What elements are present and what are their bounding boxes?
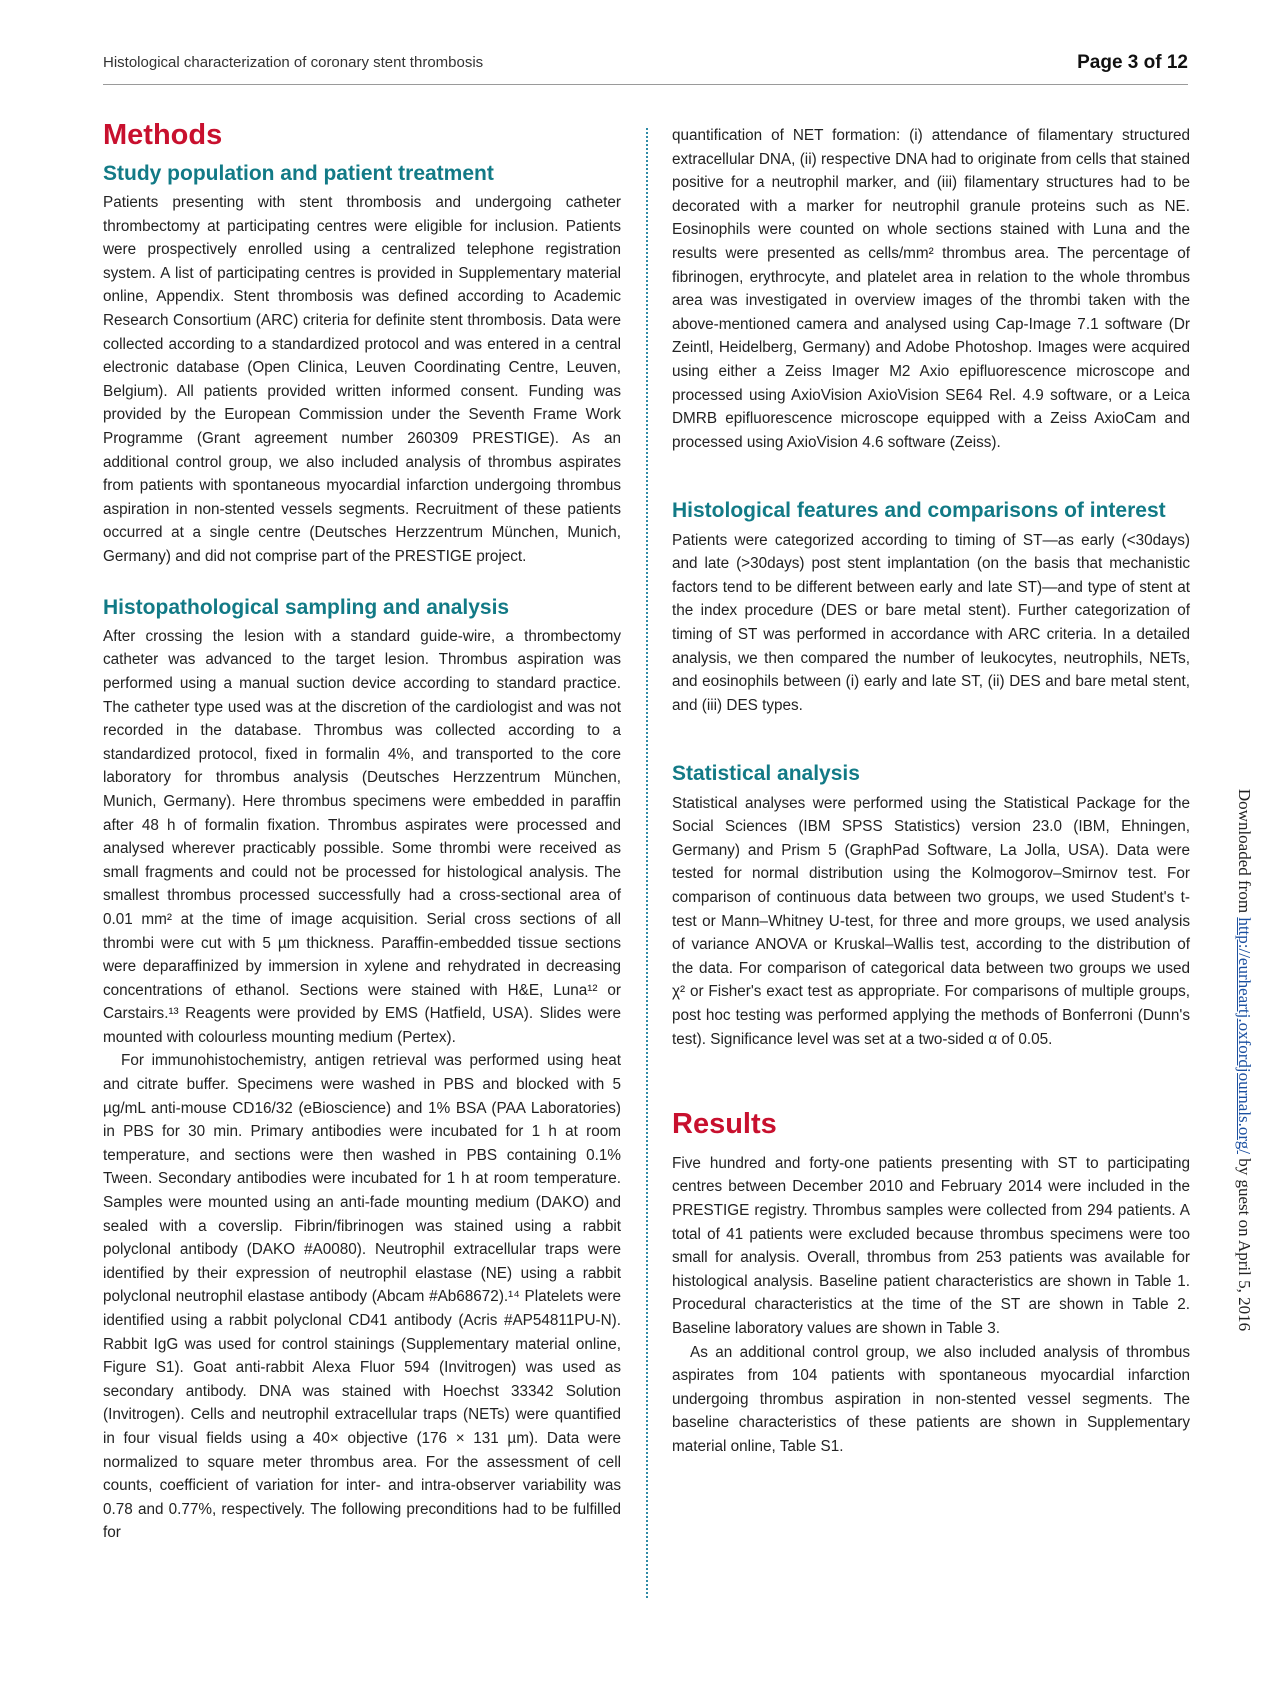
results-title: Results bbox=[672, 1108, 777, 1141]
results-paragraph-2: As an additional control group, we also included analysis of thrombus aspirates from 104 patients with spontaneous myocardial infarction undergoing thrombus aspiration in non-stented vessel segments. The baseline characteristics of these patients are shown in Supplementary material online, Table S1. bbox=[672, 1343, 1190, 1456]
results-paragraph-1: Five hundred and forty-one patients presenting with ST to participating centres between December 2010 and February 2014 were included in the PRESTIGE registry. Thrombus samples were collected from 294 patients. A total of 41 patients were excluded because thrombus specimens were too small for analysis. Overall, thrombus from 253 patients was available for histological analysis. Baseline patient characteristics are shown in Table 1. Procedural characteristics at the time of the ST are shown in Table 2. Baseline laboratory values are shown in Table 3. bbox=[672, 1154, 1190, 1338]
methods-title: Methods bbox=[103, 119, 223, 151]
page-number: Page 3 of 12 bbox=[1077, 52, 1188, 73]
download-suffix: by guest on April 5, 2016 bbox=[1235, 1154, 1254, 1332]
download-prefix: Downloaded from bbox=[1235, 788, 1254, 918]
download-watermark bbox=[1234, 610, 1254, 1510]
left-column bbox=[103, 118, 621, 1545]
header-rule bbox=[103, 84, 1188, 85]
right-column bbox=[672, 118, 1190, 1459]
statistical-analysis-text: Statistical analyses were performed using the Statistical Package for the Social Sciences (IBM SPSS Statistics) version 23.0 (IBM, Ehningen, Germany) and Prism 5 (GraphPad Software, La Jolla, USA). Data were tested for normal distribution using the Kolmogorov–Smirnov test. For comparison of continuous data between two groups, we used Student's t-test or Mann–Whitney U-test, for three and more groups, we used analysis of variance ANOVA or Kruskal–Wallis test, according to the distribution of the data. For comparison of categorical data between two groups we used χ² or Fisher's exact test as appropriate. For comparisons of multiple groups, post hoc testing was performed applying the methods of Bonferroni (Dunn's test). Significance level was set at a two-sided α of 0.05. bbox=[672, 794, 1190, 1048]
histopathology-heading: Histopathological sampling and analysis bbox=[103, 595, 510, 619]
statistical-analysis-heading: Statistical analysis bbox=[672, 762, 860, 786]
histological-features-heading: Histological features and comparisons of interest bbox=[672, 499, 1166, 523]
study-population-heading: Study population and patient treatment bbox=[103, 161, 494, 185]
histopathology-paragraph-2: For immunohistochemistry, antigen retrieval was performed using heat and citrate buffer. Specimens were washed in PBS and blocked with 5 µg/mL anti-mouse CD16/32 (eBioscience) and 1% BSA (PAA Laboratories) in PBS for 30 min. Primary antibodies were incubated for 1 h at room temperature, and sections were then washed in PBS containing 0.1% Tween. Secondary antibodies were incubated for 1 h at room temperature. Samples were mounted using an anti-fade mounting medium (DAKO) and sealed with a coverslip. Fibrin/fibrinogen was stained using a rabbit polyclonal antibody (DAKO #A0080). Neutrophil extracellular traps were identified by their expression of neutrophil elastase (NE) using a rabbit polyclonal neutrophil elastase antibody (Abcam #Ab68672).¹⁴ Platelets were identified using a rabbit polyclonal CD41 antibody (Acris #AP54811PU-N). Rabbit IgG was used for control stainings (Supplementary material online, Figure S1). Goat anti-rabbit Alexa Fluor 594 (Invitrogen) was used as secondary antibody. DNA was stained with Hoechst 33342 Solution (Invitrogen). Cells and neutrophil extracellular traps (NETs) were quantified in four visual fields using a 40× objective (176 × 131 µm). Data were normalized to square meter thrombus area. For the assessment of cell counts, coefficient of variation for inter- and intra-observer variability was 0.78 and 0.77%, respectively. The following preconditions had to be fulfilled for bbox=[103, 1052, 621, 1542]
running-title: Histological characterization of coronary stent thrombosis bbox=[103, 54, 484, 71]
histological-features-text: Patients were categorized according to timing of ST—as early (<30days) and late (>30days) post stent implantation (on the basis that mechanistic factors tend to be different between early and late ST)—and type of stent at the index procedure (DES or bare metal stent). Further categorization of timing of ST was performed in accordance with ARC criteria. In a detailed analysis, we then compared the number of leukocytes, neutrophils, NETs, and eosinophils between (i) early and late ST, (ii) DES and bare metal stent, and (iii) DES types. bbox=[672, 531, 1190, 714]
column-divider bbox=[646, 128, 648, 1598]
study-population-text: Patients presenting with stent thrombosis and undergoing catheter thrombectomy at participating centres were eligible for inclusion. Patients were prospectively enrolled using a centralized telephone registration system. A list of participating centres is provided in Supplementary material online, Appendix. Stent thrombosis was defined according to Academic Research Consortium (ARC) criteria for definite stent thrombosis. Data were collected according to a standardized protocol and was entered in a central electronic database (Open Clinica, Leuven Coordinating Centre, Leuven, Belgium). All patients provided written informed consent. Funding was provided by the European Commission under the Seventh Frame Work Programme (Grant agreement number 260309 PRESTIGE). As an additional control group, we also included analysis of thrombus aspirates from patients with spontaneous myocardial infarction undergoing thrombus aspiration in non-stented vessels segments. Recruitment of these patients occurred at a single centre (Deutsches Herzzentrum München, Munich, Germany) and did not comprise part of the PRESTIGE project. bbox=[103, 194, 621, 565]
page-header bbox=[103, 52, 1188, 80]
histopathology-paragraph-1: After crossing the lesion with a standard guide-wire, a thrombectomy catheter was advanced to the target lesion. Thrombus aspiration was performed using a manual suction device according to standard practice. The catheter type used was at the discretion of the cardiologist and was not recorded in the database. Thrombus was collected according to a standardized protocol, fixed in formalin 4%, and transported to the core laboratory for thrombus analysis (Deutsches Herzzentrum München, Munich, Germany). Here thrombus specimens were embedded in paraffin after 48 h of formalin fixation. Thrombus aspirates were processed and analysed wherever practicably possible. Some thrombi were received as small fragments and could not be processed for histological analysis. The smallest thrombus processed successfully had a cross-sectional area of 0.01 mm² at the time of image acquisition. Serial cross sections of all thrombi were cut with 5 µm thickness. Paraffin-embedded tissue sections were deparaffinized by immersion in xylene and rehydrated in decreasing concentrations of ethanol. Sections were stained with H&E, Luna¹² or Carstairs.¹³ Reagents were provided by EMS (Hatfield, USA). Slides were mounted with colourless mounting medium (Pertex). bbox=[103, 627, 621, 1046]
journal-link[interactable]: http://eurheartj.oxfordjournals.org/ bbox=[1235, 917, 1254, 1155]
histopathology-paragraph-3: quantification of NET formation: (i) attendance of filamentary structured extracellular DNA, (ii) respective DNA had to originate from cells that stained positive for a neutrophil marker, and (iii) filamentary structures had to be decorated with a marker for neutrophil granule proteins such as NE. Eosinophils were counted on whole sections stained with Luna and the results were presented as cells/mm² thrombus area. The percentage of fibrinogen, erythrocyte, and platelet area in relation to the whole thrombus area was investigated in overview images of the thrombi taken with the above-mentioned camera and analysed using Cap-Image 7.1 software (Dr Zeintl, Heidelberg, Germany) and Adobe Photoshop. Images were acquired using either a Zeiss Imager M2 Axio epifluorescence microscope and processed using AxioVision AxioVision SE64 Rel. 4.9 software, or a Leica DMRB epifluorescence microscope equipped with a Zeiss AxioCam and processed using AxioVision 4.6 software (Zeiss). bbox=[672, 127, 1190, 451]
